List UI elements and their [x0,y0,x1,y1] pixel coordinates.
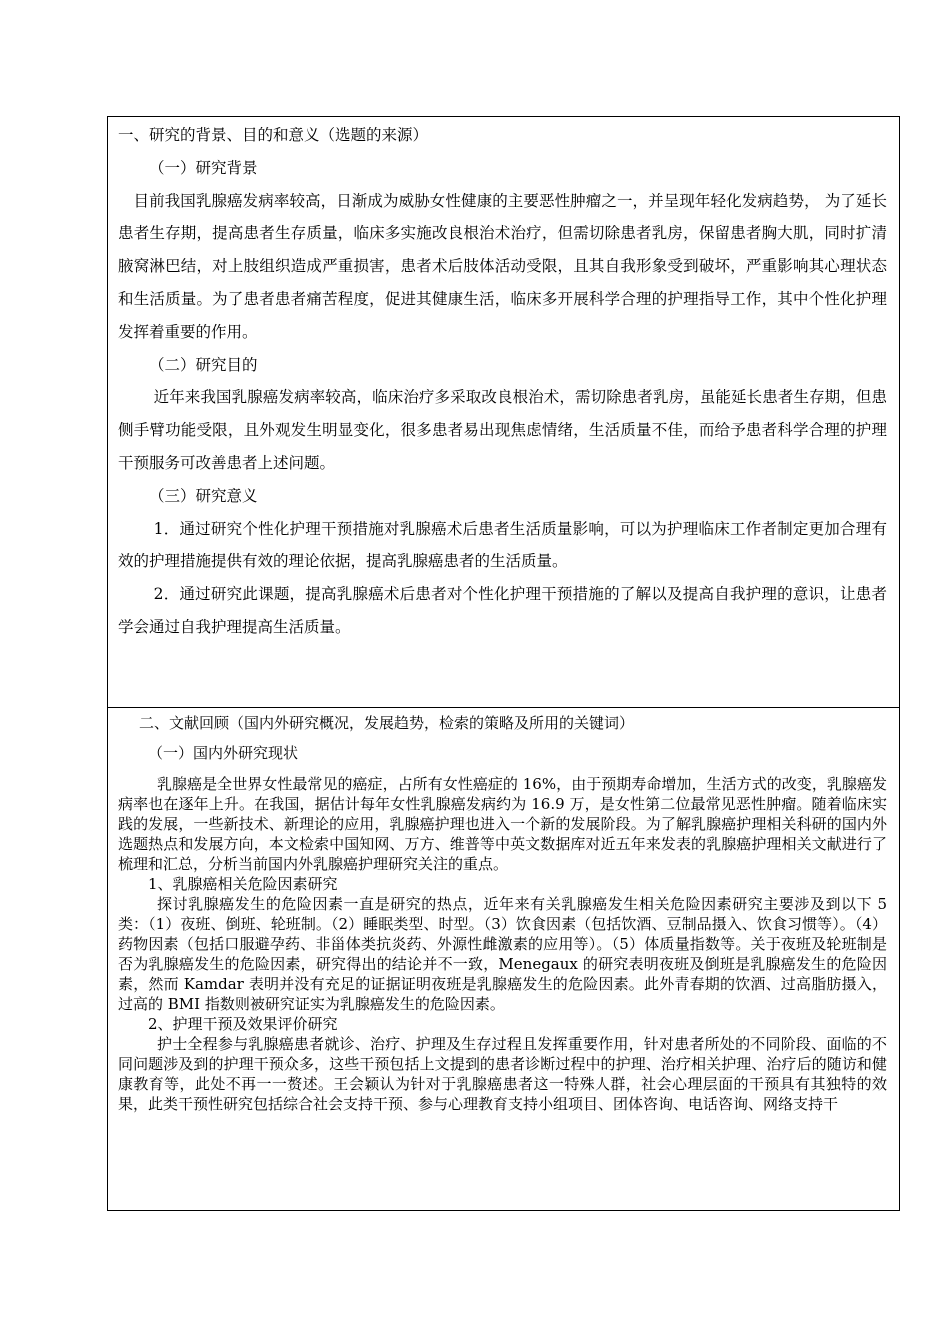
section1-para-purpose: 近年来我国乳腺癌发病率较高，临床治疗多采取改良根治术，需切除患者乳房，虽能延长患者生存期，但患侧手臂功能受限，且外观发生明显变化，很多患者易出现焦虑情绪，生活质量不佳，而给予患者科学合理的护理干预服务可改善患者上述问题。 [118,388,887,472]
section1-sub-significance: （三）研究意义 [149,486,258,505]
literature-cell [108,708,899,1210]
section1-sub-purpose: （二）研究目的 [149,355,258,374]
section1-para-background: 目前我国乳腺癌发病率较高，日渐成为威胁女性健康的主要恶性肿瘤之一，并呈现年轻化发病趋势， 为了延长患者生存期，提高患者生存质量，临床多实施改良根治术治疗，但需切除患者乳房，保留患者胸大肌，同时扩清腋窝淋巴结，对上肢组织造成严重损害，患者术后肢体活动受限，且其自我形象受到破坏，严重影响其心理状态和生活质量。为了患者患者痛苦程度，促进其健康生活，临床多开展科学合理的护理指导工作，其中个性化护理发挥着重要的作用。 [118,191,887,341]
section1-sub-background: （一）研究背景 [149,158,258,177]
section2-para-risk: 探讨乳腺癌发生的危险因素一直是研究的热点，近年来有关乳腺癌发生相关危险因素研究主要涉及到以下 5类：（1）夜班、倒班、轮班制。（2）睡眠类型、时型。（3）饮食因素（包括饮酒、豆制品摄入、饮食习惯等）。（4）药物因素（包括口服避孕药、非甾体类抗炎药、外源性雌激素的应用等）。（5）体质量指数等。关于夜班及轮班制是否为乳腺癌发生的危险因素，研究得出的结论并不一致，Menegaux 的研究表明夜班及倒班是乳腺癌发生的危险因素，然而 Kamdar 表明并没有充足的证据证明夜班是乳腺癌发生的危险因素。此外青春期的饮酒、过高脂肪摄入，过高的 BMI 指数则被研究证实为乳腺癌发生的危险因素。 [118,895,887,1013]
section2-sub-risk: 1、乳腺癌相关危险因素研究 [148,875,338,893]
section2-para-intervention: 护士全程参与乳腺癌患者就诊、治疗、护理及生存过程且发挥重要作用，针对患者所处的不同阶段、面临的不同问题涉及到的护理干预众多，这些干预包括上文提到的患者诊断过程中的护理、治疗相关护理、治疗后的随访和健康教育等，此处不再一一赘述。王会颖认为针对于乳腺癌患者这一特殊人群，社会心理层面的干预具有其独特的效果，此类干预性研究包括综合社会支持干预、参与心理教育支持小组项目、团体咨询、电话咨询、网络支持干 [118,1035,887,1113]
section1-para-significance-1: 1．通过研究个性化护理干预措施对乳腺癌术后患者生活质量影响，可以为护理临床工作者制定更加合理有效的护理措施提供有效的理论依据，提高乳腺癌患者的生活质量。 [118,519,887,571]
section1-heading: 一、研究的背景、目的和意义（选题的来源） [118,126,429,144]
background-cell [108,117,899,708]
section2-para-status: 乳腺癌是全世界女性最常见的癌症，占所有女性癌症的 16%，由于预期寿命增加，生活方式的改变，乳腺癌发病率也在逐年上升。在我国，据估计每年女性乳腺癌发病约为 16.9 万，是女性第二位最常见恶性肿瘤。随着临床实践的发展，一些新技术、新理论的应用，乳腺癌护理也进入一个新的发展阶段。为了解乳腺癌护理相关科研的国内外选题热点和发展方向，本文检索中国知网、万方、维普等中英文数据库对近五年来发表的乳腺癌护理相关文献进行了梳理和汇总，分析当前国内外乳腺癌护理研究关注的重点。 [118,775,887,873]
proposal-table [107,116,900,1211]
section2-sub-status: （一）国内外研究现状 [148,744,299,762]
section2-heading: 二、文献回顾（国内外研究概况，发展趋势，检索的策略及所用的关键词） [139,714,635,732]
section2-sub-intervention: 2、护理干预及效果评价研究 [148,1015,338,1033]
section1-para-significance-2: 2．通过研究此课题，提高乳腺癌术后患者对个性化护理干预措施的了解以及提高自我护理的意识，让患者学会通过自我护理提高生活质量。 [118,585,887,636]
